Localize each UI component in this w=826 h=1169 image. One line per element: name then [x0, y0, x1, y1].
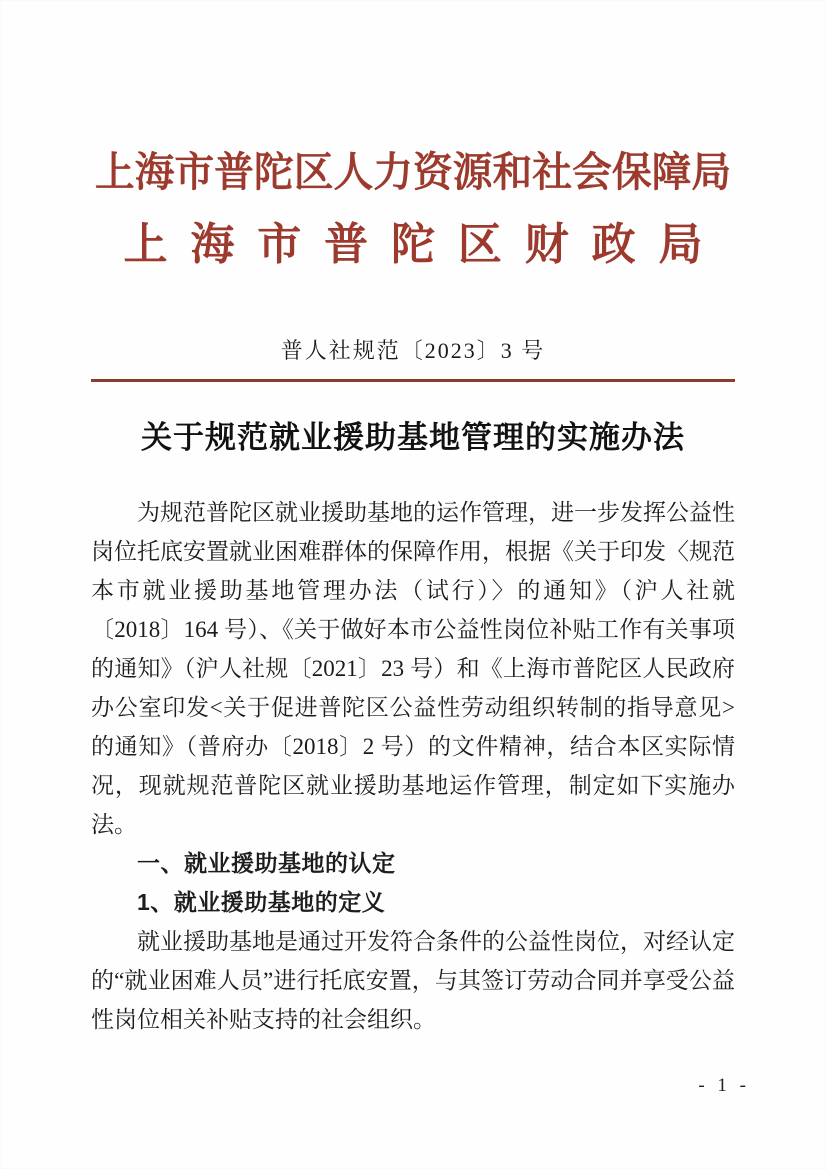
org-name-line1: 上海市普陀区人力资源和社会保障局	[94, 149, 732, 195]
document-number: 普人社规范〔2023〕3 号	[280, 337, 546, 363]
document-title: 关于规范就业援助基地管理的实施办法	[141, 419, 685, 455]
page-number: - 1 -	[698, 1075, 750, 1096]
section-heading-1: 一、就业援助基地的认定	[137, 849, 396, 876]
paragraph-intro: 为规范普陀区就业援助基地的运作管理，进一步发挥公益性岗位托底安置就业困难群体的保障作用，根据《关于印发〈规范本市就业援助基地管理办法（试行）〉的通知》（沪人社就〔2018〕164 号）、《关于做好本市公益性岗位补贴工作有关事项的通知》（沪人社规〔2021〕23 号）和《上海市普陀区人民政府办公室印发<关于促进普陀区公益性劳动组织转制的指导意见>的通知》（普府办〔2018〕2 号）的文件精神，结合本区实际情况，现就规范普陀区就业援助基地运作管理，制定如下实施办法。	[91, 499, 735, 837]
org-name-line2: 上海市普陀区财政局	[123, 220, 726, 270]
document-body	[91, 493, 735, 1039]
red-divider-rule	[91, 379, 735, 382]
subsection-heading-1-1: 1、就业援助基地的定义	[137, 888, 386, 915]
letterhead	[0, 0, 826, 272]
paragraph-definition: 就业援助基地是通过开发符合条件的公益性岗位，对经认定的“就业困难人员”进行托底安置，与其签订劳动合同并享受公益性岗位相关补贴支持的社会组织。	[91, 928, 735, 1032]
